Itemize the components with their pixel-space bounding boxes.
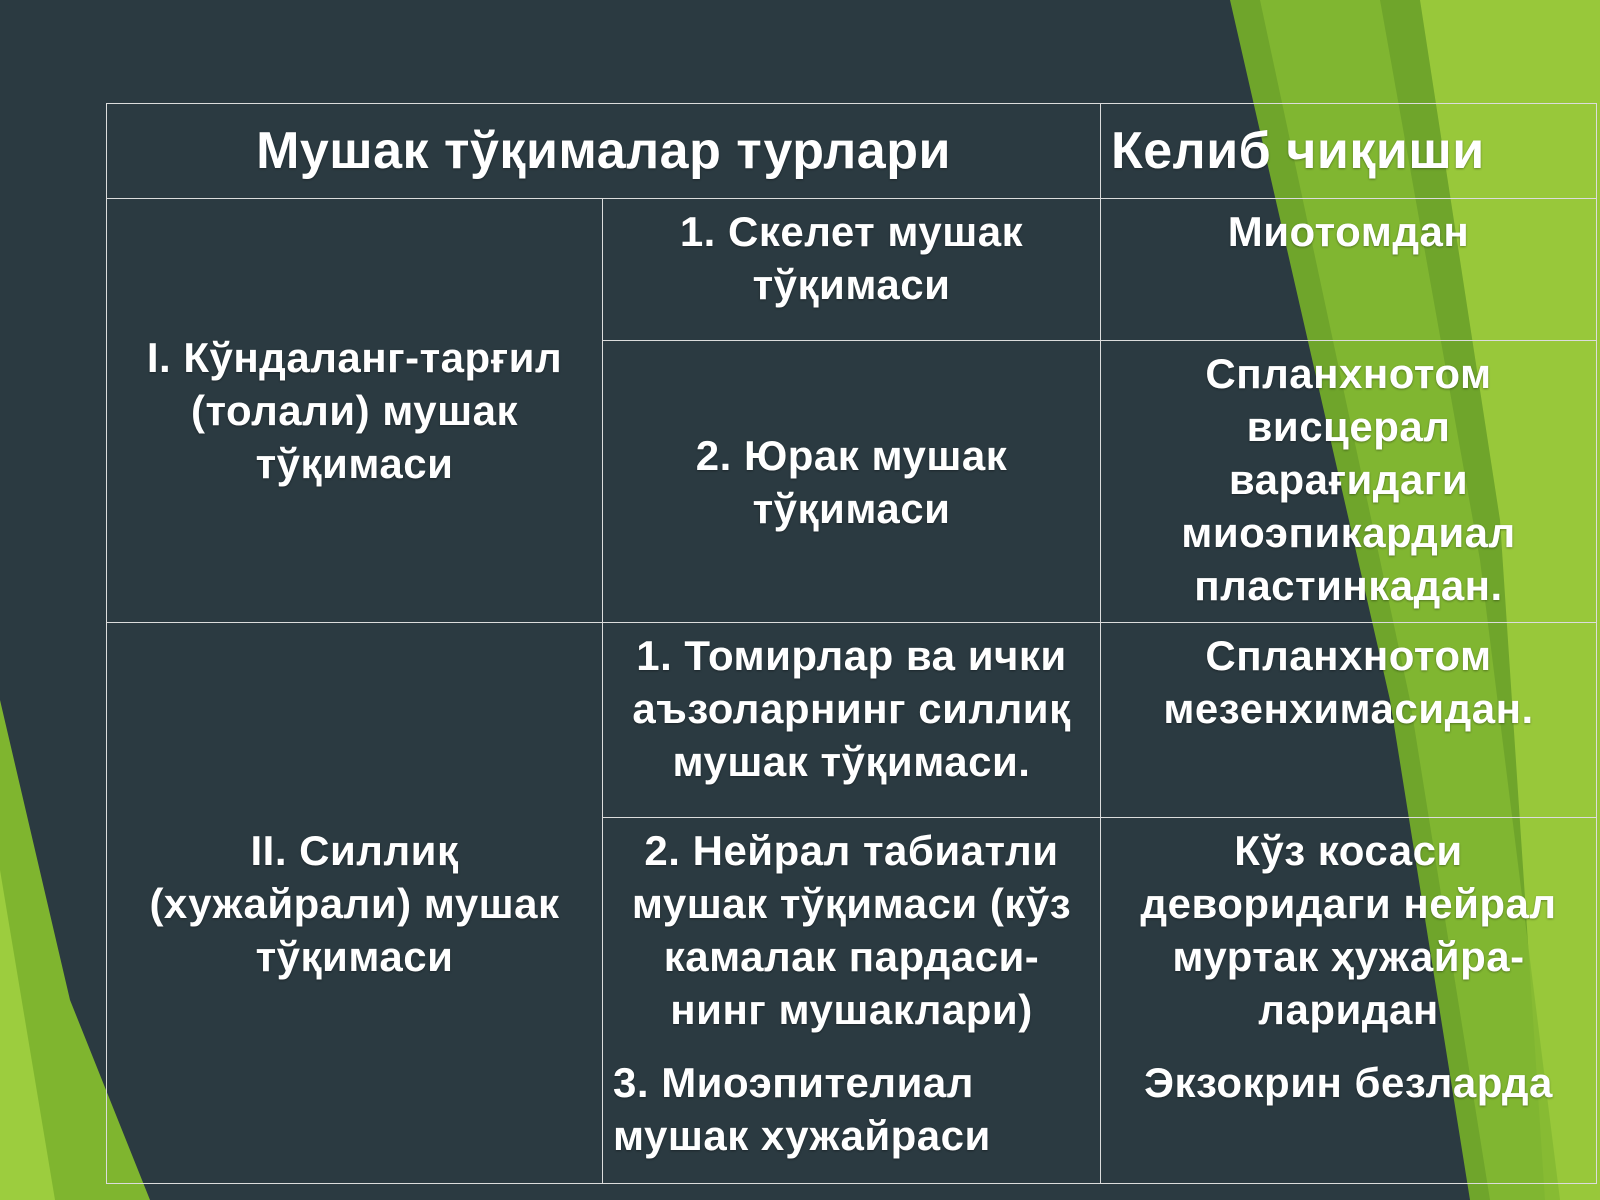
origin-cell: Миотомдан	[1101, 199, 1597, 341]
tissue-type-cell: 1. Томирлар ва ички аъзоларнинг силлиқ мушак тўқимаси.	[603, 623, 1101, 818]
group-smooth-title: II. Силлиқ (хужайрали) мушак тўқимаси	[107, 623, 603, 1184]
table-header-row	[107, 104, 1597, 199]
origin-cell: Спланхнотом мезенхимасидан.	[1101, 623, 1597, 818]
tissue-type-cell: 3. Миоэпителиал мушак хужайраси	[603, 1050, 1101, 1184]
muscle-tissue-table	[106, 103, 1597, 1184]
group-striated-title: I. Кўндаланг-тарғил (толали) мушак тўқимаси	[107, 199, 603, 623]
header-origin: Келиб чиқиши	[1101, 104, 1597, 199]
tissue-type-cell: 1. Скелет мушак тўқимаси	[603, 199, 1101, 341]
table-row	[107, 199, 1597, 341]
tissue-type-cell: 2. Юрак мушак тўқимаси	[603, 341, 1101, 623]
table-row	[107, 623, 1597, 818]
origin-cell: Экзокрин безларда	[1101, 1050, 1597, 1184]
origin-cell: Спланхнотом висцерал варағидаги миоэпикардиал пластинкадан.	[1101, 341, 1597, 623]
origin-cell: Кўз косаси деворидаги нейрал муртак ҳужайра- ларидан	[1101, 818, 1597, 1050]
header-tissue-types: Мушак тўқималар турлари	[107, 104, 1101, 199]
tissue-type-cell: 2. Нейрал табиатли мушак тўқимаси (кўз камалак пардаси- нинг мушаклари)	[603, 818, 1101, 1050]
